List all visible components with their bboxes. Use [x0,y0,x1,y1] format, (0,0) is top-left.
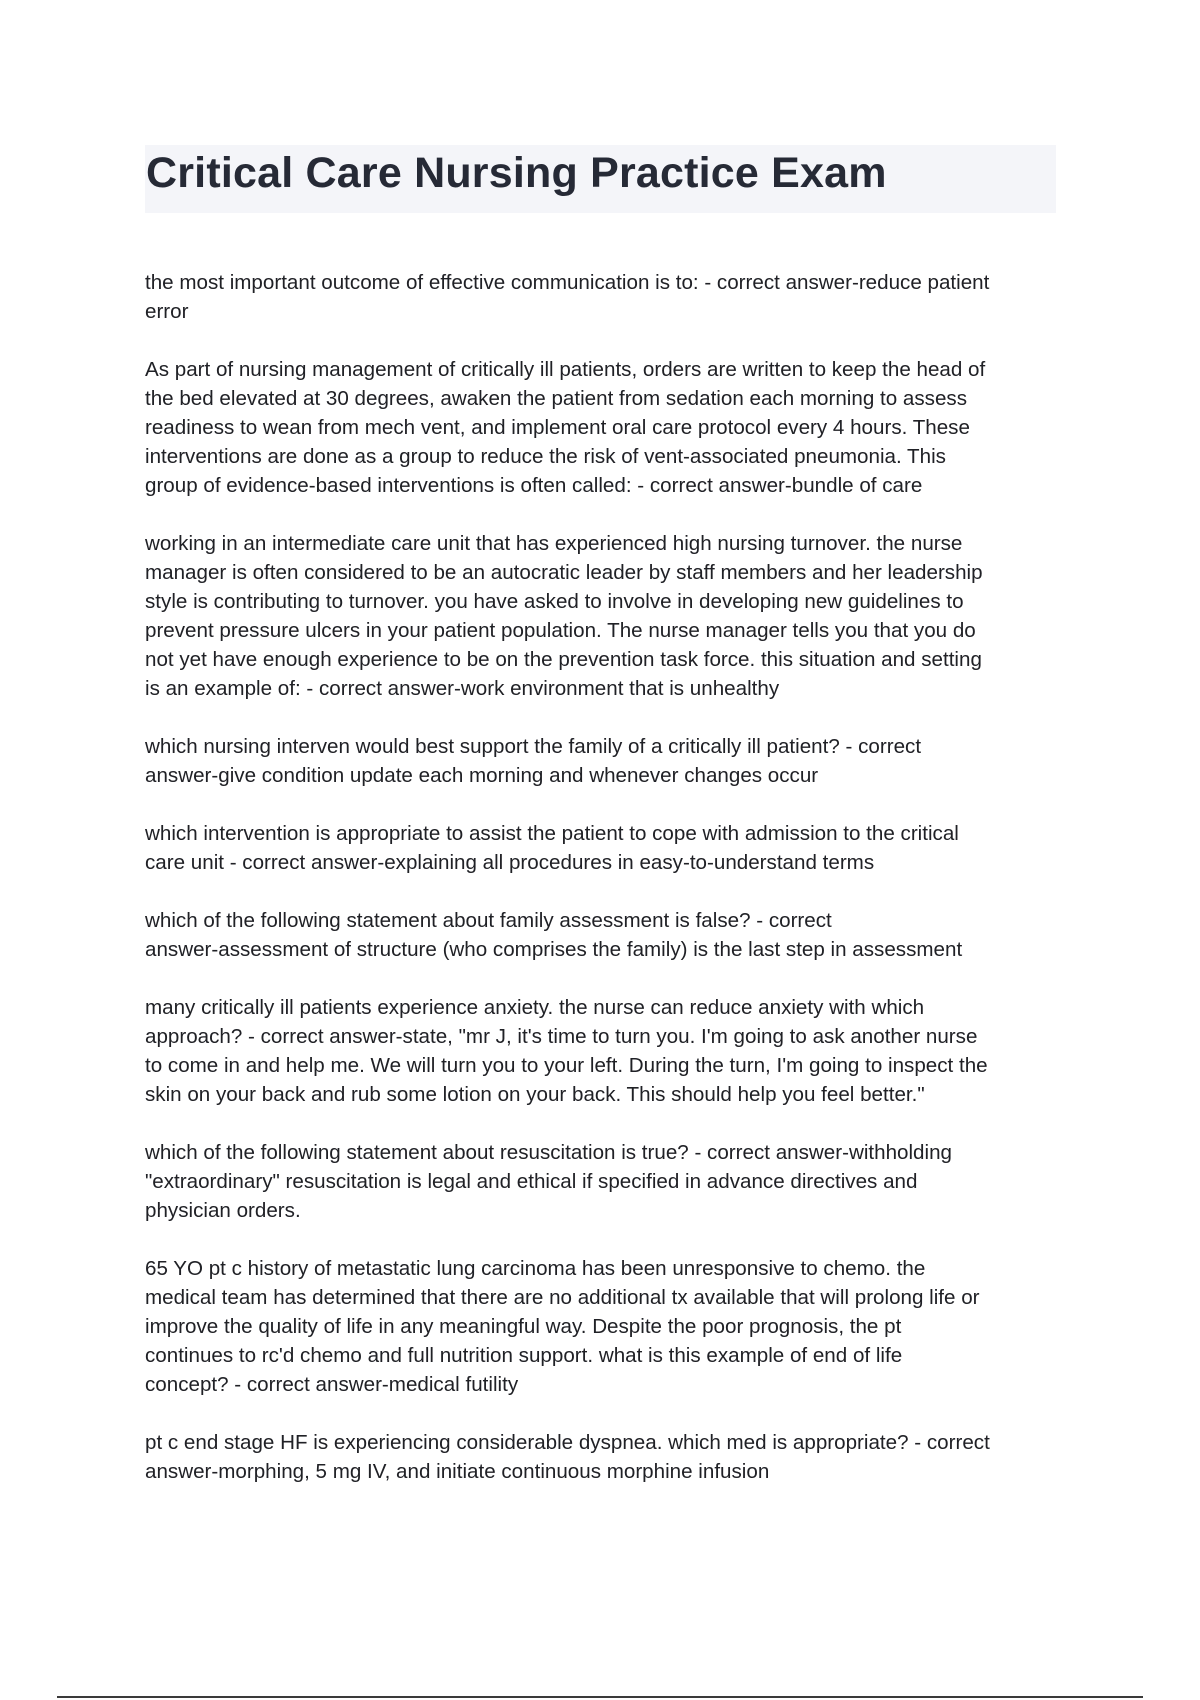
page-title: Critical Care Nursing Practice Exam [146,149,887,197]
footer-divider [57,1696,1143,1698]
qa-item-4: which nursing interven would best support the family of a critically ill patient? - correct answer-give condition update each morning and whenever changes occur [145,735,922,787]
qa-item-7: many critically ill patients experience anxiety. the nurse can reduce anxiety with which approach? - correct answer-state, "mr J, it's time to turn you. I'm going to ask another nurse to come in and help me. We will turn you to your left. During the turn, I'm going to inspect the skin on your back and rub some lotion on your back. This should help you feel better." [145,996,988,1106]
qa-item-6: which of the following statement about family assessment is false? - correct answer-assessment of structure (who comprises the family) is the last step in assessment [145,909,963,961]
question-answer-list [145,268,1063,1515]
qa-item-5: which intervention is appropriate to assist the patient to cope with admission to the critical care unit - correct answer-explaining all procedures in easy-to-understand terms [145,822,959,874]
qa-item-3: working in an intermediate care unit that has experienced high nursing turnover. the nurse manager is often considered to be an autocratic leader by staff members and her leadership style is contributing to turnover. you have asked to involve in developing new guidelines to prevent pressure ulcers in your patient population. The nurse manager tells you that you do not yet have enough experience to be on the prevention task force. this situation and setting is an example of: - correct answer-work environment that is unhealthy [145,532,983,700]
qa-item-2: As part of nursing management of critically ill patients, orders are written to keep the head of the bed elevated at 30 degrees, awaken the patient from sedation each morning to assess readiness to wean from mech vent, and implement oral care protocol every 4 hours. These interventions are done as a group to reduce the risk of vent-associated pneumonia. This group of evidence-based interventions is often called: - correct answer-bundle of care [145,358,986,497]
qa-item-1: the most important outcome of effective communication is to: - correct answer-reduce patient error [145,271,990,323]
qa-item-9: 65 YO pt c history of metastatic lung carcinoma has been unresponsive to chemo. the medical team has determined that there are no additional tx available that will prolong life or improve the quality of life in any meaningful way. Despite the poor prognosis, the pt continues to rc'd chemo and full nutrition support. what is this example of end of life concept? - correct answer-medical futility [145,1257,980,1396]
qa-item-8: which of the following statement about resuscitation is true? - correct answer-withholding "extraordinary" resuscitation is legal and ethical if specified in advance directives and physician orders. [145,1141,952,1222]
qa-item-10: pt c end stage HF is experiencing considerable dyspnea. which med is appropriate? - correct answer-morphing, 5 mg IV, and initiate continuous morphine infusion [145,1431,990,1483]
